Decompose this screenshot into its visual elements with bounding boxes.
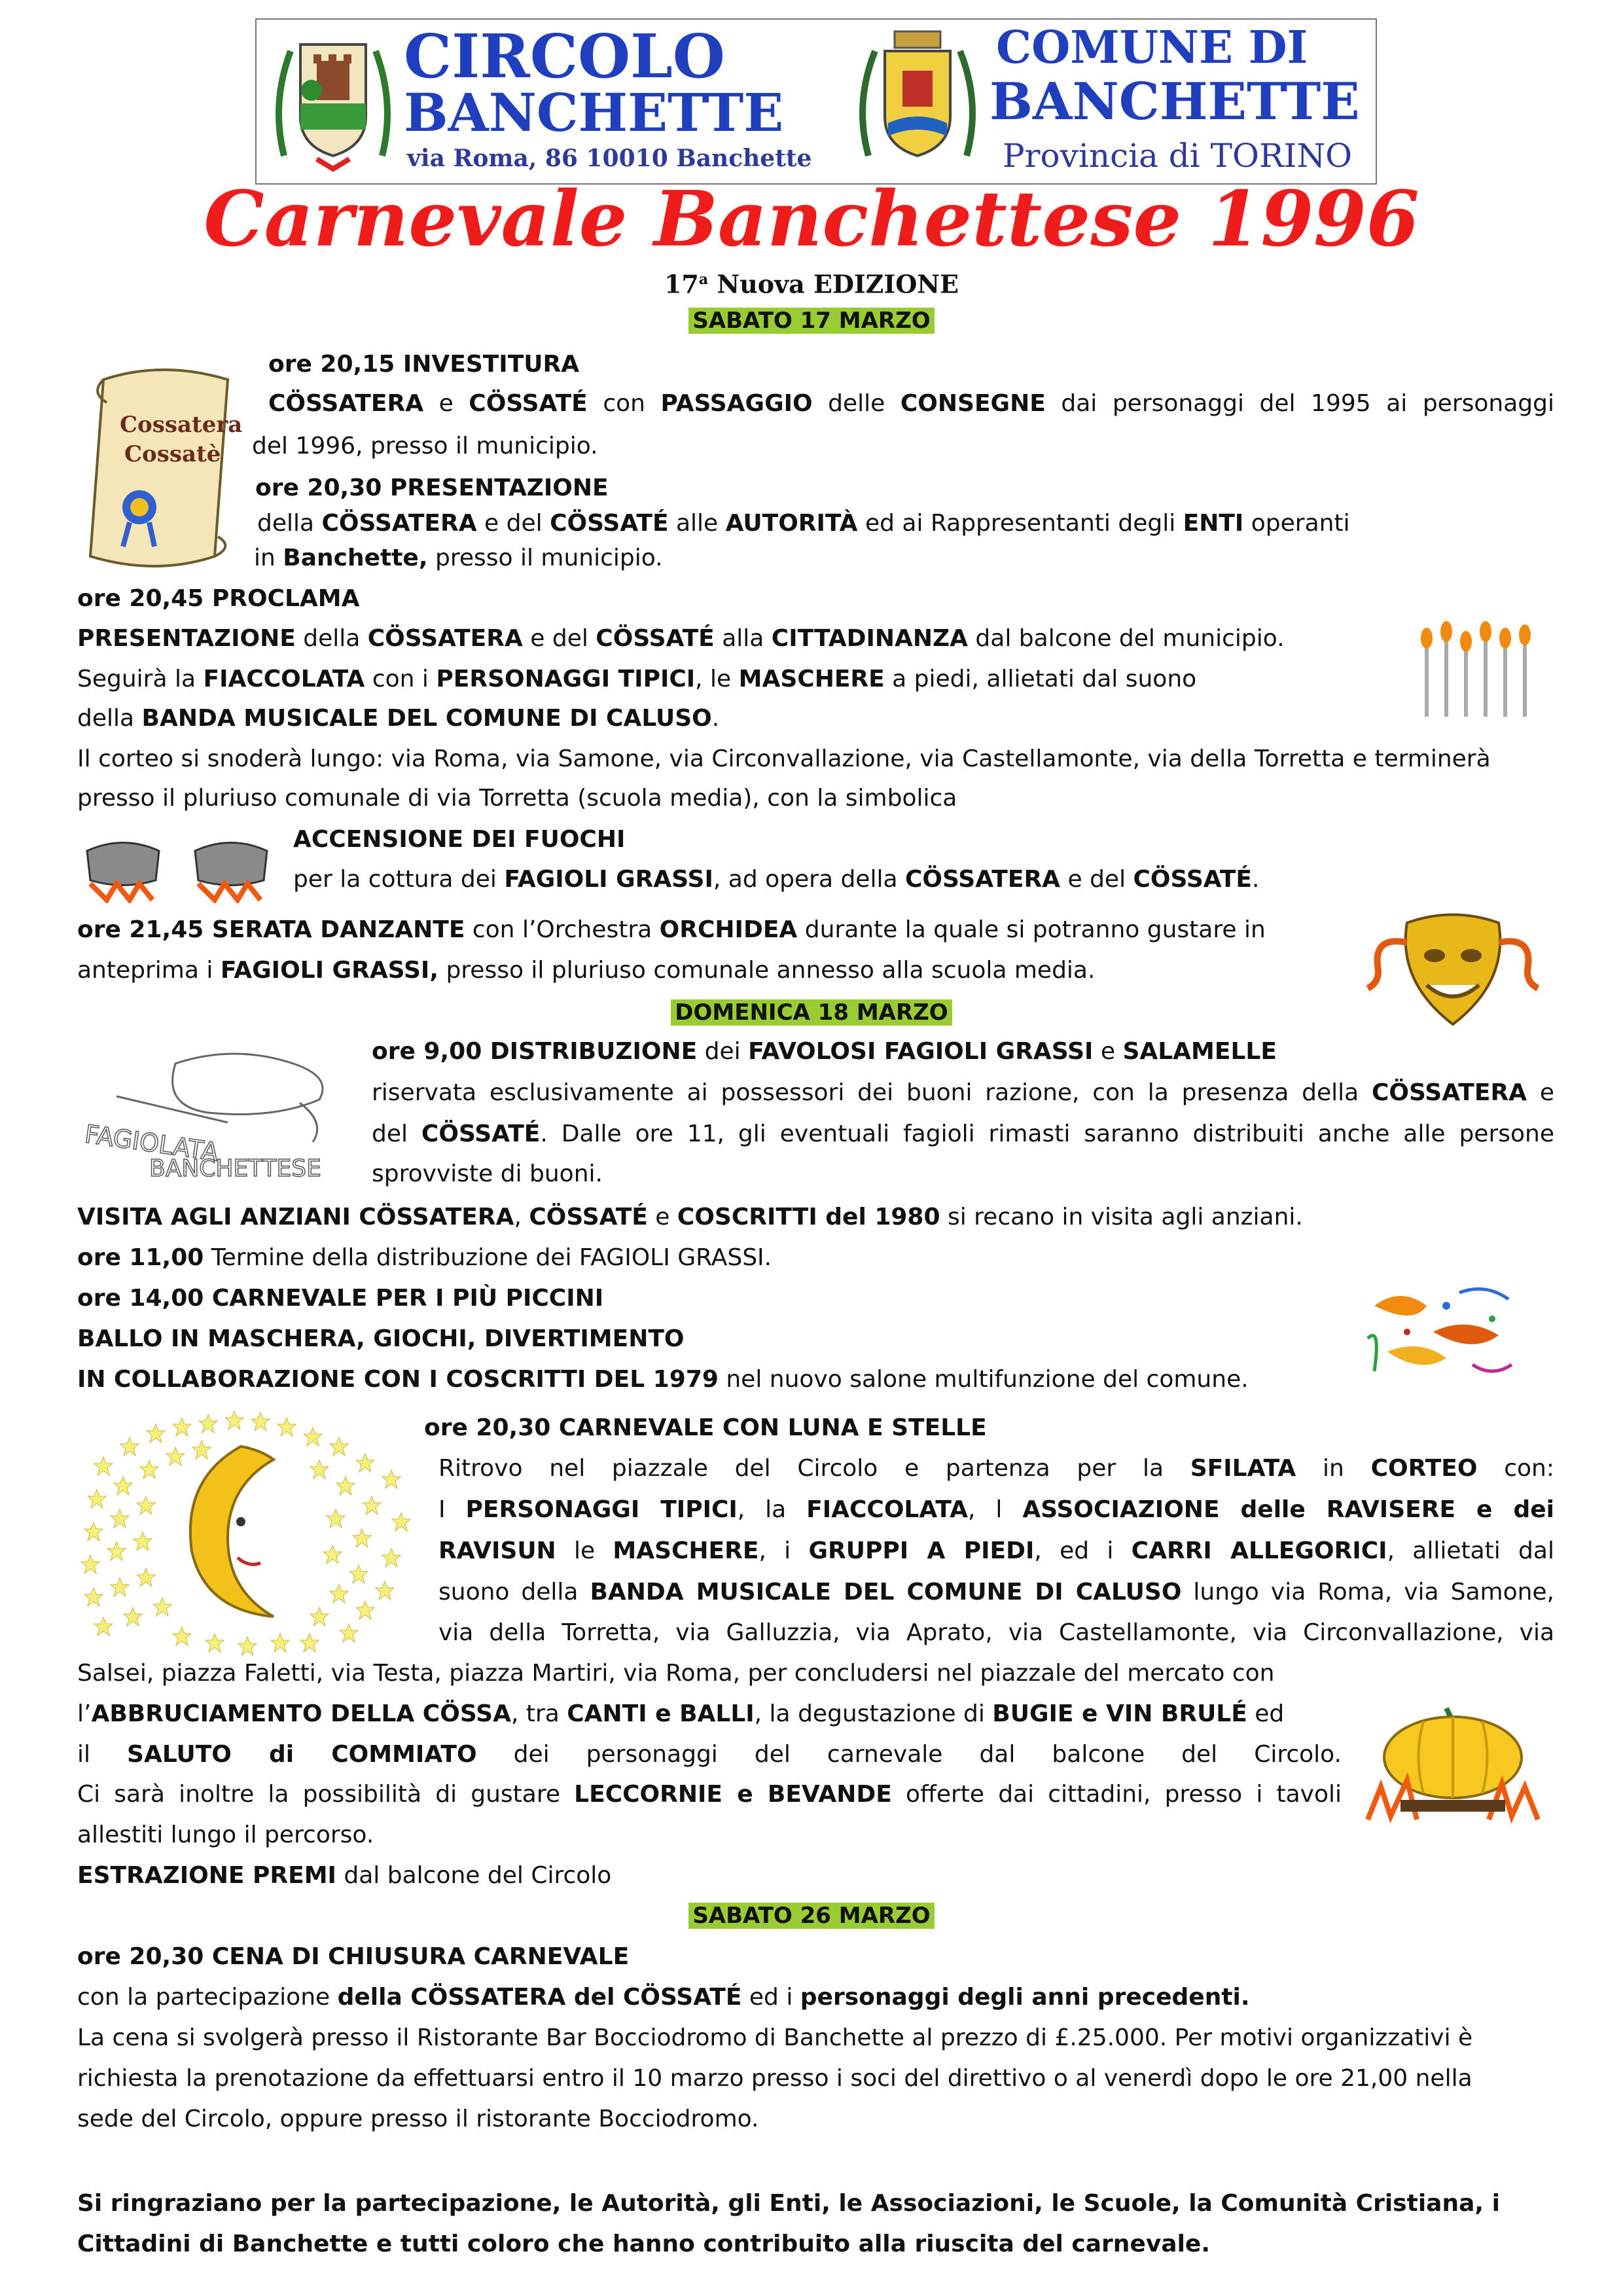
event-cena-dettagli-3: sede del Circolo, oppure presso il ristorante Bocciodromo. — [77, 2106, 759, 2132]
text-run: Seguirà la — [77, 666, 204, 692]
text-run: della — [257, 510, 322, 537]
fagiolata-text-2: BANCHETTESE — [149, 1155, 321, 1182]
bold-text: ENTI — [1183, 510, 1244, 537]
comune-province: Provincia di TORINO — [1003, 137, 1353, 175]
text-run: dal balcone del municipio. — [967, 625, 1285, 652]
edition-subtitle — [0, 264, 1623, 300]
event-cena-chiusura-title — [77, 1943, 629, 1971]
bold-text: CÖSSATERA — [904, 866, 1061, 893]
text-run: suono della — [438, 1579, 590, 1605]
event-leccornie-2: allestiti lungo il percorso. — [77, 1821, 374, 1848]
circolo-name: CIRCOLO — [404, 21, 725, 92]
scroll-text-1: Cossatera — [120, 412, 243, 438]
edition-text: Nuova EDIZIONE — [708, 269, 959, 299]
event-distribuzione-desc — [372, 1079, 1554, 1107]
scroll-text-2: Cossatè — [124, 441, 221, 467]
text-run: riservata esclusivamente ai possessori dei buoni razione, con la presenza della — [372, 1079, 1372, 1106]
bold-text: BUGIE e VIN BRULÉ — [992, 1700, 1247, 1727]
bold-text: CÖSSATERA — [367, 625, 523, 652]
bold-text: FAGIOLI GRASSI — [504, 866, 713, 893]
bold-text: della CÖSSATERA del CÖSSATÉ — [337, 1984, 742, 2011]
bold-text: ore 20,15 INVESTITURA — [268, 351, 580, 378]
event-fiaccolata-desc — [77, 665, 1196, 694]
event-corteo-desc: Il corteo si snoderà lungo: via Roma, via Samone, via Circonvallazione, via Castellamonte, via della Torretta e terminerà — [77, 745, 1491, 772]
text-run: , l — [968, 1496, 1023, 1523]
bold-text: ABBRUCIAMENTO DELLA CÖSSA — [91, 1700, 511, 1727]
text-run: presso il municipio. — [427, 545, 663, 571]
bold-text: VISITA AGLI ANZIANI CÖSSATERA — [77, 1204, 514, 1230]
bold-text: RAVISUN — [438, 1537, 556, 1564]
day-heading-sabato-17 — [0, 306, 1623, 335]
event-sfilata-desc-3 — [438, 1537, 1554, 1566]
cooking-pots-illustration — [77, 818, 274, 903]
text-run: lungo via Roma, via Samone, — [1181, 1579, 1555, 1605]
event-investitura-desc — [268, 389, 1554, 418]
event-sfilata-desc-2 — [438, 1496, 1554, 1524]
event-estrazione-premi — [77, 1861, 611, 1890]
event-proclama-desc — [77, 624, 1285, 653]
bold-text: MASCHERE — [613, 1537, 759, 1564]
bold-text: Si ringraziano per la partecipazione, le Autorità, gli Enti, le Associazioni, le Scuole, la Comunità Cristiana, i — [77, 2190, 1500, 2217]
bold-text: SALUTO di COMMIATO — [127, 1741, 477, 1768]
bold-text: Cittadini di Banchette e tutti coloro che hanno contribuito alla riuscita del carnevale. — [77, 2231, 1211, 2257]
text-run: operanti — [1243, 510, 1350, 537]
text-run: dei — [697, 1038, 749, 1065]
bold-text: CÖSSATÉ — [550, 510, 669, 537]
text-run: si recano in visita agli anziani. — [940, 1204, 1303, 1230]
text-run: a piedi, allietati dal suono — [884, 666, 1197, 692]
text-run: l’ — [77, 1700, 92, 1727]
bold-text: Banchette, — [283, 545, 428, 571]
text-run: Ci sarà inoltre la possibilità di gustare — [77, 1781, 575, 1808]
edition-superscript: a — [698, 271, 709, 288]
event-investitura-desc-2: del 1996, presso il municipio. — [252, 433, 598, 459]
bold-text: CITTADINANZA — [771, 625, 968, 652]
bold-text: LECCORNIE e BEVANDE — [574, 1781, 892, 1808]
text-run: e del — [1060, 866, 1133, 893]
bold-text: MASCHERE — [738, 666, 885, 692]
event-abbruciamento — [77, 1700, 1284, 1729]
circolo-crest-icon — [264, 25, 402, 175]
bold-text: ore 9,00 DISTRIBUZIONE — [372, 1038, 698, 1065]
text-run: e — [647, 1204, 677, 1230]
bold-text: BANDA MUSICALE DEL COMUNE DI CALUSO — [590, 1579, 1182, 1605]
event-luna-stelle-title — [424, 1414, 987, 1443]
event-fuochi-title — [293, 825, 625, 854]
event-ballo-maschera — [77, 1325, 685, 1354]
event-serata-danzante-2 — [77, 956, 1095, 985]
bold-text: PASSAGGIO — [660, 390, 813, 417]
text-run: , i — [758, 1537, 809, 1564]
bold-text: CÖSSATÉ — [1133, 866, 1252, 893]
text-run: il — [77, 1741, 128, 1768]
bold-text: COSCRITTI del 1980 — [677, 1204, 940, 1230]
bold-text: IN COLLABORAZIONE CON I COSCRITTI DEL 1979 — [77, 1366, 719, 1393]
bold-text: ore 20,30 CENA DI CHIUSURA CARNEVALE — [77, 1943, 630, 1970]
text-run: con l’Orchestra — [465, 916, 660, 943]
event-banda-desc — [77, 704, 719, 733]
event-termine-distribuzione — [77, 1244, 772, 1272]
text-run: e — [1527, 1079, 1554, 1106]
page-title: Carnevale Banchettese 1996 — [204, 175, 1419, 264]
text-run: per la cottura dei — [293, 866, 505, 893]
day-heading-text: DOMENICA 18 MARZO — [671, 999, 952, 1026]
day-heading-text: SABATO 26 MARZO — [688, 1903, 934, 1929]
text-run: le — [556, 1537, 613, 1564]
day-heading-sabato-26 — [0, 1901, 1623, 1930]
circolo-name-line2: BANCHETTE — [404, 82, 784, 143]
text-run: , tra — [510, 1700, 567, 1727]
day-heading-domenica-18 — [0, 998, 1623, 1027]
event-distribuzione-desc-2 — [372, 1120, 1554, 1149]
bold-text: CÖSSATÉ — [596, 625, 715, 652]
bold-text: ore 14,00 CARNEVALE PER I PIÙ PICCINI — [77, 1285, 604, 1312]
scroll-illustration — [77, 360, 247, 576]
closing-thanks-2 — [77, 2230, 1210, 2259]
event-distribuzione-title — [372, 1037, 1277, 1066]
comune-title: COMUNE DI — [996, 22, 1308, 74]
bold-text: CARRI ALLEGORICI — [1131, 1537, 1387, 1564]
text-run: con — [587, 390, 661, 417]
bold-text: AUTORITÀ — [725, 510, 858, 537]
bold-text: SALAMELLE — [1122, 1038, 1277, 1065]
bold-text: FAVOLOSI FAGIOLI GRASSI — [748, 1038, 1094, 1065]
event-visita-anziani — [77, 1203, 1303, 1232]
event-serata-danzante — [77, 916, 1266, 944]
bold-text: BANDA MUSICALE DEL COMUNE DI CALUSO — [141, 705, 712, 732]
text-run: , ed i — [1034, 1537, 1132, 1564]
event-presentazione-desc-2 — [254, 544, 663, 573]
bold-text: ACCENSIONE DEI FUOCHI — [293, 826, 626, 853]
text-run: dal balcone del Circolo — [336, 1862, 612, 1889]
text-run: , allietati dal — [1387, 1537, 1554, 1564]
bold-text: BALLO IN MASCHERA, GIOCHI, DIVERTIMENTO — [77, 1325, 685, 1352]
bold-text: CÖSSATERA — [268, 390, 424, 417]
event-sfilata-desc-5: via della Torretta, via Galluzzia, via Aprato, via Castellamonte, via Circonvallazione, via — [438, 1619, 1554, 1646]
comune-name: BANCHETTE — [990, 72, 1360, 132]
fagiolata-text-1: FAGIOLATA — [82, 1119, 221, 1167]
fagiolata-sketch-illustration — [77, 1037, 359, 1185]
text-run: e — [423, 390, 469, 417]
text-run: in — [254, 545, 283, 571]
bold-text: PERSONAGGI TIPICI — [465, 1496, 738, 1523]
text-run: in — [1296, 1455, 1371, 1482]
bold-text: CÖSSATÉ — [421, 1121, 541, 1147]
text-run: e — [1093, 1038, 1123, 1065]
event-presentazione-desc — [257, 509, 1350, 538]
bold-text: FIACCOLATA — [806, 1496, 969, 1523]
bold-text: CORTEO — [1370, 1455, 1478, 1482]
text-run: , — [514, 1204, 529, 1230]
text-run: dai personaggi del 1995 ai personaggi — [1045, 390, 1554, 417]
text-run: anteprima i — [77, 957, 221, 984]
text-run: del — [372, 1121, 421, 1147]
event-sfilata-desc-6: Salsei, piazza Faletti, via Testa, piazza Martiri, via Roma, per concludersi nel piazzale del mercato con — [77, 1660, 1275, 1687]
text-run: nel nuovo salone multifunzione del comune. — [718, 1366, 1249, 1393]
bold-text: PERSONAGGI TIPICI — [436, 666, 696, 692]
text-run: e del — [522, 625, 596, 652]
text-run: I — [438, 1496, 466, 1523]
text-run: con la partecipazione — [77, 1984, 338, 2011]
text-run: della — [77, 705, 142, 732]
text-run: delle — [812, 390, 901, 417]
bold-text: GRUPPI A PIEDI — [808, 1537, 1035, 1564]
bold-text: CONSEGNE — [900, 390, 1046, 417]
event-sfilata-desc — [438, 1454, 1554, 1483]
event-corteo-desc-2: presso il pluriuso comunale di via Torretta (scuola media), con la simbolica — [77, 785, 957, 812]
event-sfilata-desc-4 — [438, 1578, 1554, 1607]
text-run: alla — [714, 625, 772, 652]
text-run: Termine della distribuzione dei FAGIOLI GRASSI. — [204, 1244, 772, 1271]
bold-text: ore 20,30 PRESENTAZIONE — [255, 475, 609, 501]
text-run: ed ai Rappresentanti degli — [857, 510, 1183, 537]
bold-text: CÖSSATERA — [1371, 1079, 1527, 1106]
bold-text: PRESENTAZIONE — [77, 625, 296, 652]
text-run: Ritrovo nel piazzale del Circolo e partenza per la — [438, 1455, 1190, 1482]
circolo-address: via Roma, 86 10010 Banchette — [407, 145, 812, 172]
bold-text: FAGIOLI GRASSI, — [220, 957, 438, 984]
text-run: . Dalle ore 11, gli eventuali fagioli rimasti saranno distribuiti anche alle persone — [540, 1121, 1554, 1147]
bold-text: ore 20,30 CARNEVALE CON LUNA E STELLE — [424, 1414, 987, 1441]
bold-text: FIACCOLATA — [203, 666, 365, 692]
text-run: ed — [1247, 1700, 1285, 1727]
day-heading-text: SABATO 17 MARZO — [688, 308, 934, 334]
event-proclama-title — [77, 584, 359, 613]
bold-text: ore 20,45 PROCLAMA — [77, 585, 360, 612]
event-collaborazione-coscritti — [77, 1365, 1249, 1394]
text-run: alle — [668, 510, 726, 537]
confetti-masks-illustration — [1361, 1280, 1518, 1391]
event-leccornie — [77, 1780, 1342, 1809]
text-run: con i — [365, 666, 437, 692]
event-carnevale-piccini-title — [77, 1284, 603, 1313]
text-run: , le — [695, 666, 739, 692]
text-run: , la — [737, 1496, 807, 1523]
header-banner — [255, 18, 1377, 185]
text-run: , ad opera della — [713, 866, 905, 893]
event-cena-dettagli-2: richiesta la prenotazione da effettuarsi entro il 10 marzo presso i soci del direttivo o al venerdì dopo le ore 21,00 nella — [77, 2065, 1472, 2092]
text-run: offerte dai cittadini, presso i tavoli — [891, 1781, 1342, 1808]
text-run: , la degustazione di — [754, 1700, 993, 1727]
moon-stars-illustration — [77, 1407, 431, 1656]
bold-text: ASSOCIAZIONE delle RAVISERE e dei — [1022, 1496, 1554, 1523]
bold-text: ESTRAZIONE PREMI — [77, 1862, 336, 1889]
event-saluto-commiato — [77, 1740, 1342, 1769]
bold-text: personaggi degli anni precedenti. — [800, 1984, 1250, 2011]
text-run: della — [295, 625, 368, 652]
bold-text: SFILATA — [1190, 1455, 1296, 1482]
text-run: con: — [1477, 1455, 1554, 1482]
edition-number: 17 — [664, 269, 699, 299]
bold-text: CÖSSATÉ — [529, 1204, 648, 1230]
closing-thanks — [77, 2189, 1500, 2218]
pumpkin-fire-illustration — [1361, 1695, 1544, 1826]
bold-text: CÖSSATÉ — [469, 390, 588, 417]
text-run: dei personaggi del carnevale dal balcone del Circolo. — [476, 1741, 1342, 1768]
event-cena-dettagli: La cena si svolgerà presso il Ristorante Bar Bocciodromo di Banchette al prezzo di £.25.000. Per motivi organizzativi è — [77, 2024, 1473, 2051]
text-run: e del — [476, 510, 550, 537]
text-run: . — [1252, 866, 1260, 893]
event-fuochi-desc — [293, 865, 1259, 894]
bold-text: ore 11,00 — [77, 1244, 204, 1271]
bold-text: CÖSSATERA — [321, 510, 477, 537]
text-run: presso il pluriuso comunale annesso alla scuola media. — [438, 957, 1096, 984]
text-run: durante la quale si potranno gustare in — [797, 916, 1266, 943]
torches-illustration — [1414, 619, 1544, 723]
bold-text: CANTI e BALLI — [567, 1700, 755, 1727]
comune-crest-icon — [849, 25, 986, 175]
bold-text: ORCHIDEA — [659, 916, 798, 943]
event-distribuzione-desc-3: sprovviste di buoni. — [372, 1160, 603, 1187]
text-run: . — [711, 705, 720, 732]
event-cena-chiusura-desc — [77, 1983, 1250, 2012]
bold-text: ore 21,45 SERATA DANZANTE — [77, 916, 465, 943]
text-run: ed i — [741, 1984, 800, 2011]
event-investitura-title — [268, 350, 579, 379]
event-presentazione-title — [255, 474, 609, 503]
